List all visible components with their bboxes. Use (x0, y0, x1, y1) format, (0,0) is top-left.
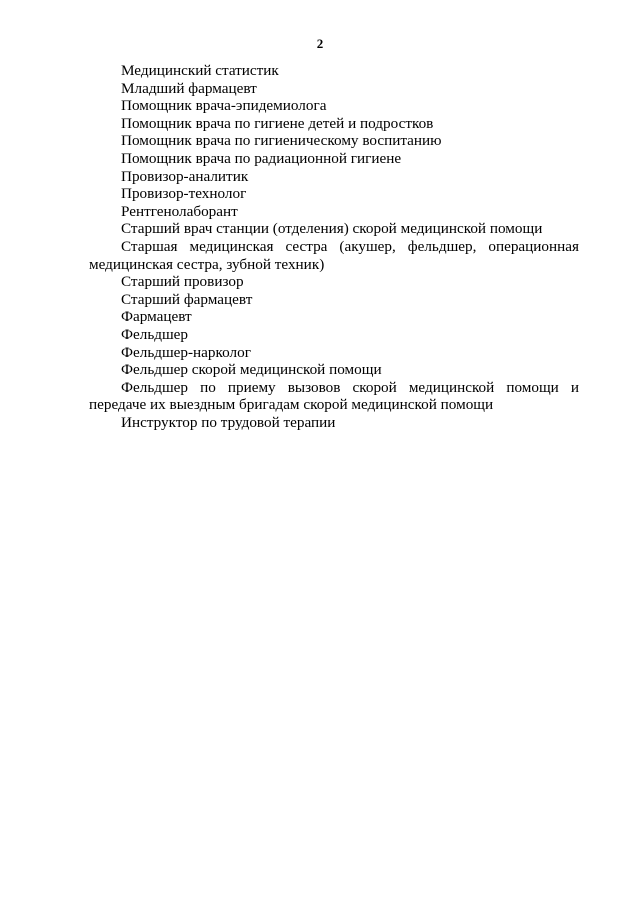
page-number: 2 (316, 36, 324, 51)
list-item: Фармацевт (121, 308, 192, 326)
list-item: Старший врач станции (отделения) скорой медицинской помощи (121, 220, 543, 238)
list-item: Младший фармацевт (121, 79, 257, 97)
list-item: Фельдшер (121, 325, 189, 343)
list-item: Рентгенолаборант (121, 202, 238, 220)
list-item: Помощник врача по гигиеническому воспитанию (121, 132, 442, 150)
list-item: Старший провизор (121, 273, 244, 291)
position-list (89, 62, 579, 431)
list-item: Старшая медицинская сестра (акушер, фельдшер, операционная медицинская сестра, зубной техник) (89, 237, 579, 273)
list-item: Фельдшер-нарколог (121, 343, 251, 361)
list-item: Помощник врача-эпидемиолога (121, 97, 327, 115)
list-item: Фельдшер скорой медицинской помощи (121, 361, 382, 379)
list-item: Помощник врача по радиационной гигиене (121, 149, 402, 167)
list-item: Помощник врача по гигиене детей и подростков (121, 114, 434, 132)
list-item: Провизор-технолог (121, 185, 247, 203)
list-item: Старший фармацевт (121, 290, 253, 308)
list-item: Провизор-аналитик (121, 167, 249, 185)
list-item: Фельдшер по приему вызовов скорой медицинской помощи и передаче их выездным бригадам скорой медицинской помощи (89, 378, 579, 414)
list-item: Медицинский статистик (121, 62, 279, 79)
list-item: Инструктор по трудовой терапии (121, 413, 336, 431)
